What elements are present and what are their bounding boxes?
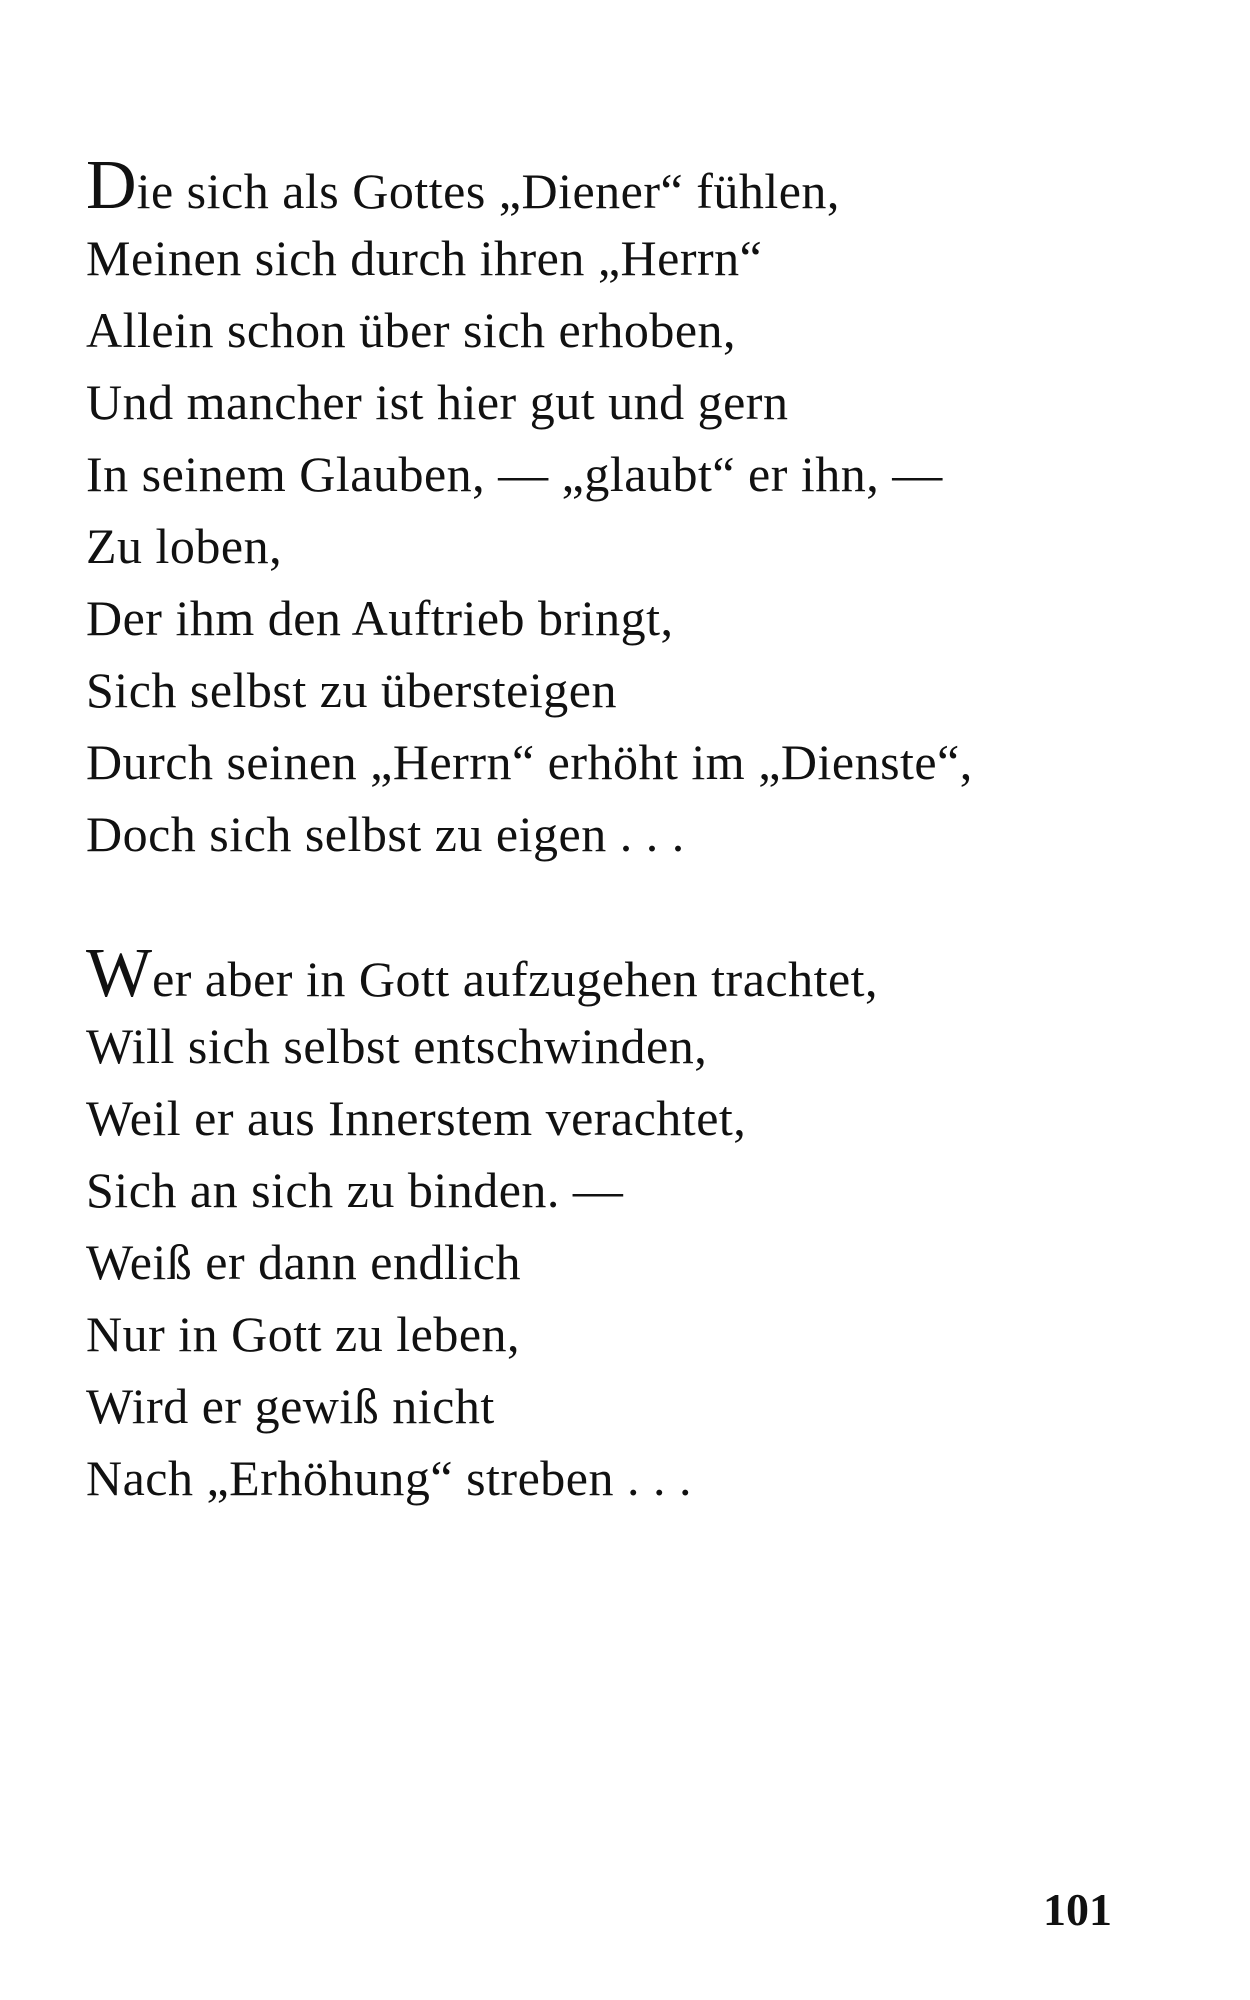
initial-letter: W [86, 935, 153, 1012]
poem-line: Doch sich selbst zu eigen . . . [86, 806, 685, 862]
poem-line: Nach „Erhöhung“ streben . . . [86, 1450, 692, 1506]
poem-line: Meinen sich durch ihren „Herrn“ [86, 230, 763, 286]
poem-line: Sich selbst zu übersteigen [86, 662, 617, 718]
poem-line: In seinem Glauben, — „glaubt“ er ihn, — [86, 446, 943, 502]
poem-line: Und mancher ist hier gut und gern [86, 374, 789, 430]
initial-letter: D [86, 147, 137, 224]
poem-line: Allein schon über sich erhoben, [86, 302, 737, 358]
poem-line: Der ihm den Auftrieb bringt, [86, 590, 674, 646]
poem-line: Weil er aus Innerstem verachtet, [86, 1090, 747, 1146]
poem-line: Sich an sich zu binden. — [86, 1162, 624, 1218]
poem-line [86, 147, 1166, 224]
line-text: ie sich als Gottes „Diener“ fühlen, [136, 163, 840, 219]
poem-line: Zu loben, [86, 518, 283, 574]
poem-line: Will sich selbst entschwinden, [86, 1018, 708, 1074]
stanza-2 [86, 935, 1166, 1514]
stanza-1 [86, 147, 1166, 870]
page-number: 101 [1043, 1884, 1112, 1935]
poem-line: Nur in Gott zu leben, [86, 1306, 521, 1362]
poem-line: Wird er gewiß nicht [86, 1378, 495, 1434]
poem-line: Weiß er dann endlich [86, 1234, 521, 1290]
poem-line [86, 935, 1166, 1012]
line-text: er aber in Gott aufzugehen trachtet, [152, 951, 879, 1007]
poem-line: Durch seinen „Herrn“ erhöht im „Dienste“, [86, 734, 973, 790]
